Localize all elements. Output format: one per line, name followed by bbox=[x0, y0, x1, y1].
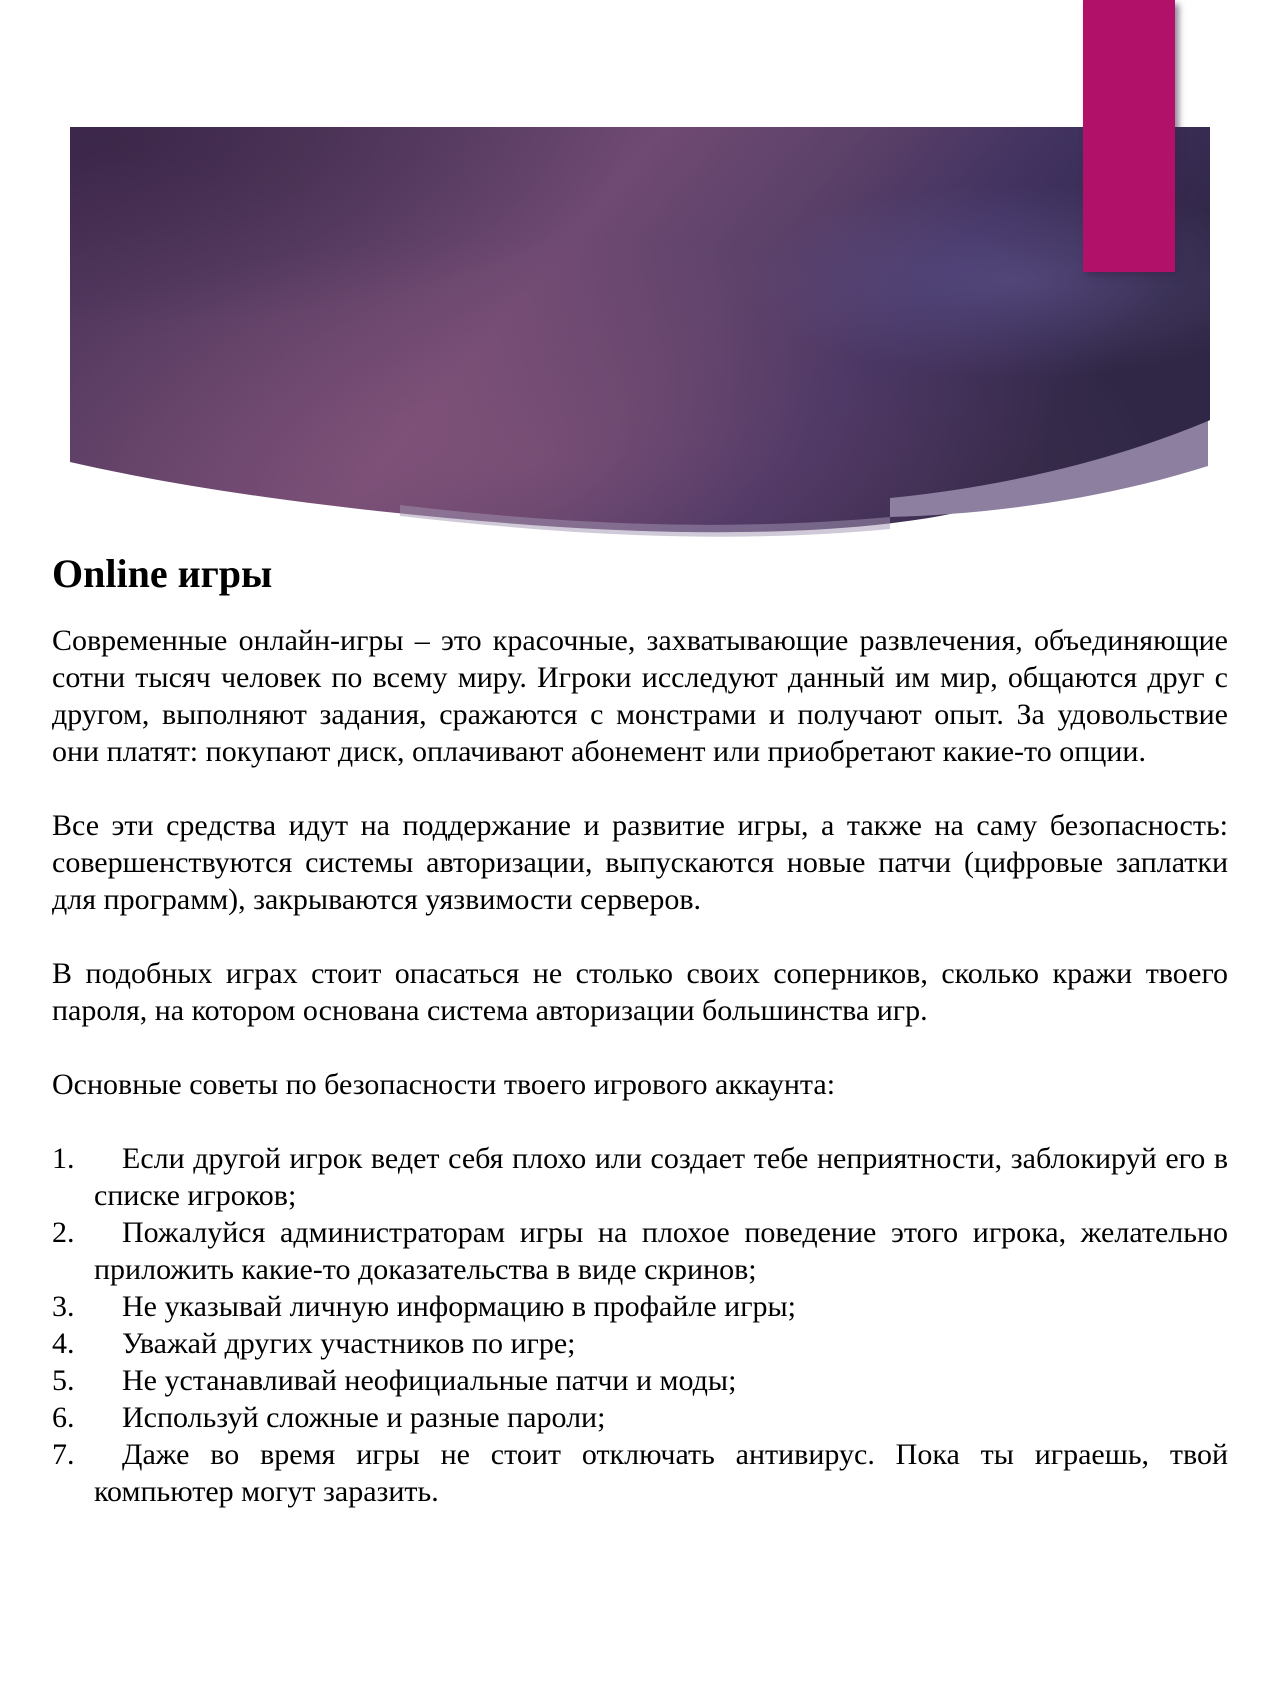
list-item-text: Не устанавливай неофициальные патчи и моды; bbox=[122, 1364, 737, 1397]
list-item bbox=[52, 1214, 1228, 1288]
accent-bar bbox=[1083, 0, 1175, 272]
list-item-number: 5. bbox=[52, 1364, 75, 1397]
list-item-text: Используй сложные и разные пароли; bbox=[122, 1401, 606, 1434]
paragraph-funds: Все эти средства идут на поддержание и развитие игры, а также на саму безопасность: совершенствуются системы авторизации, выпускаются новые патчи (цифровые заплатки для программ), закрываются уязвимости серверов. bbox=[52, 809, 1228, 916]
list-item-text: Пожалуйся администраторам игры на плохое поведение этого игрока, желательно приложить какие-то доказательства в виде скринов; bbox=[94, 1216, 1228, 1286]
list-item-text: Не указывай личную информацию в профайле игры; bbox=[122, 1290, 797, 1323]
list-item-number: 6. bbox=[52, 1401, 75, 1434]
list-item bbox=[52, 1436, 1228, 1510]
page-title: Online игры bbox=[52, 551, 273, 596]
list-item-text: Если другой игрок ведет себя плохо или создает тебе неприятности, заблокируй его в списке игроков; bbox=[94, 1142, 1228, 1212]
paragraph-tips-leadin: Основные советы по безопасности твоего игрового аккаунта: bbox=[52, 1068, 836, 1101]
list-item bbox=[52, 1288, 1228, 1325]
banner-shade-overlay bbox=[70, 127, 1210, 532]
list-item-text: Уважай других участников по игре; bbox=[122, 1327, 576, 1360]
list-item-number: 2. bbox=[52, 1216, 75, 1249]
list-item-number: 4. bbox=[52, 1327, 75, 1360]
list-item-number: 1. bbox=[52, 1142, 75, 1175]
document-body bbox=[52, 552, 1228, 1510]
list-item-number: 7. bbox=[52, 1438, 75, 1471]
list-item bbox=[52, 1362, 1228, 1399]
list-item-number: 3. bbox=[52, 1290, 75, 1323]
list-item bbox=[52, 1325, 1228, 1362]
paragraph-intro: Современные онлайн-игры – это красочные, захватывающие развлечения, объединяющие сотни тысяч человек по всему миру. Игроки исследуют данный им мир, общаются друг с другом, выполняют задания, сражаются с монстрами и получают опыт. За удовольствие они платят: покупают диск, оплачивают абонемент или приобретают какие-то опции. bbox=[52, 624, 1228, 768]
paragraph-danger: В подобных играх стоит опасаться не столько своих соперников, сколько кражи твоего пароля, на котором основана система авторизации большинства игр. bbox=[52, 957, 1228, 1027]
list-item bbox=[52, 1140, 1228, 1214]
list-item bbox=[52, 1399, 1228, 1436]
list-item-text: Даже во время игры не стоит отключать антивирус. Пока ты играешь, твой компьютер могут заразить. bbox=[94, 1438, 1228, 1508]
tips-list bbox=[52, 1140, 1228, 1510]
